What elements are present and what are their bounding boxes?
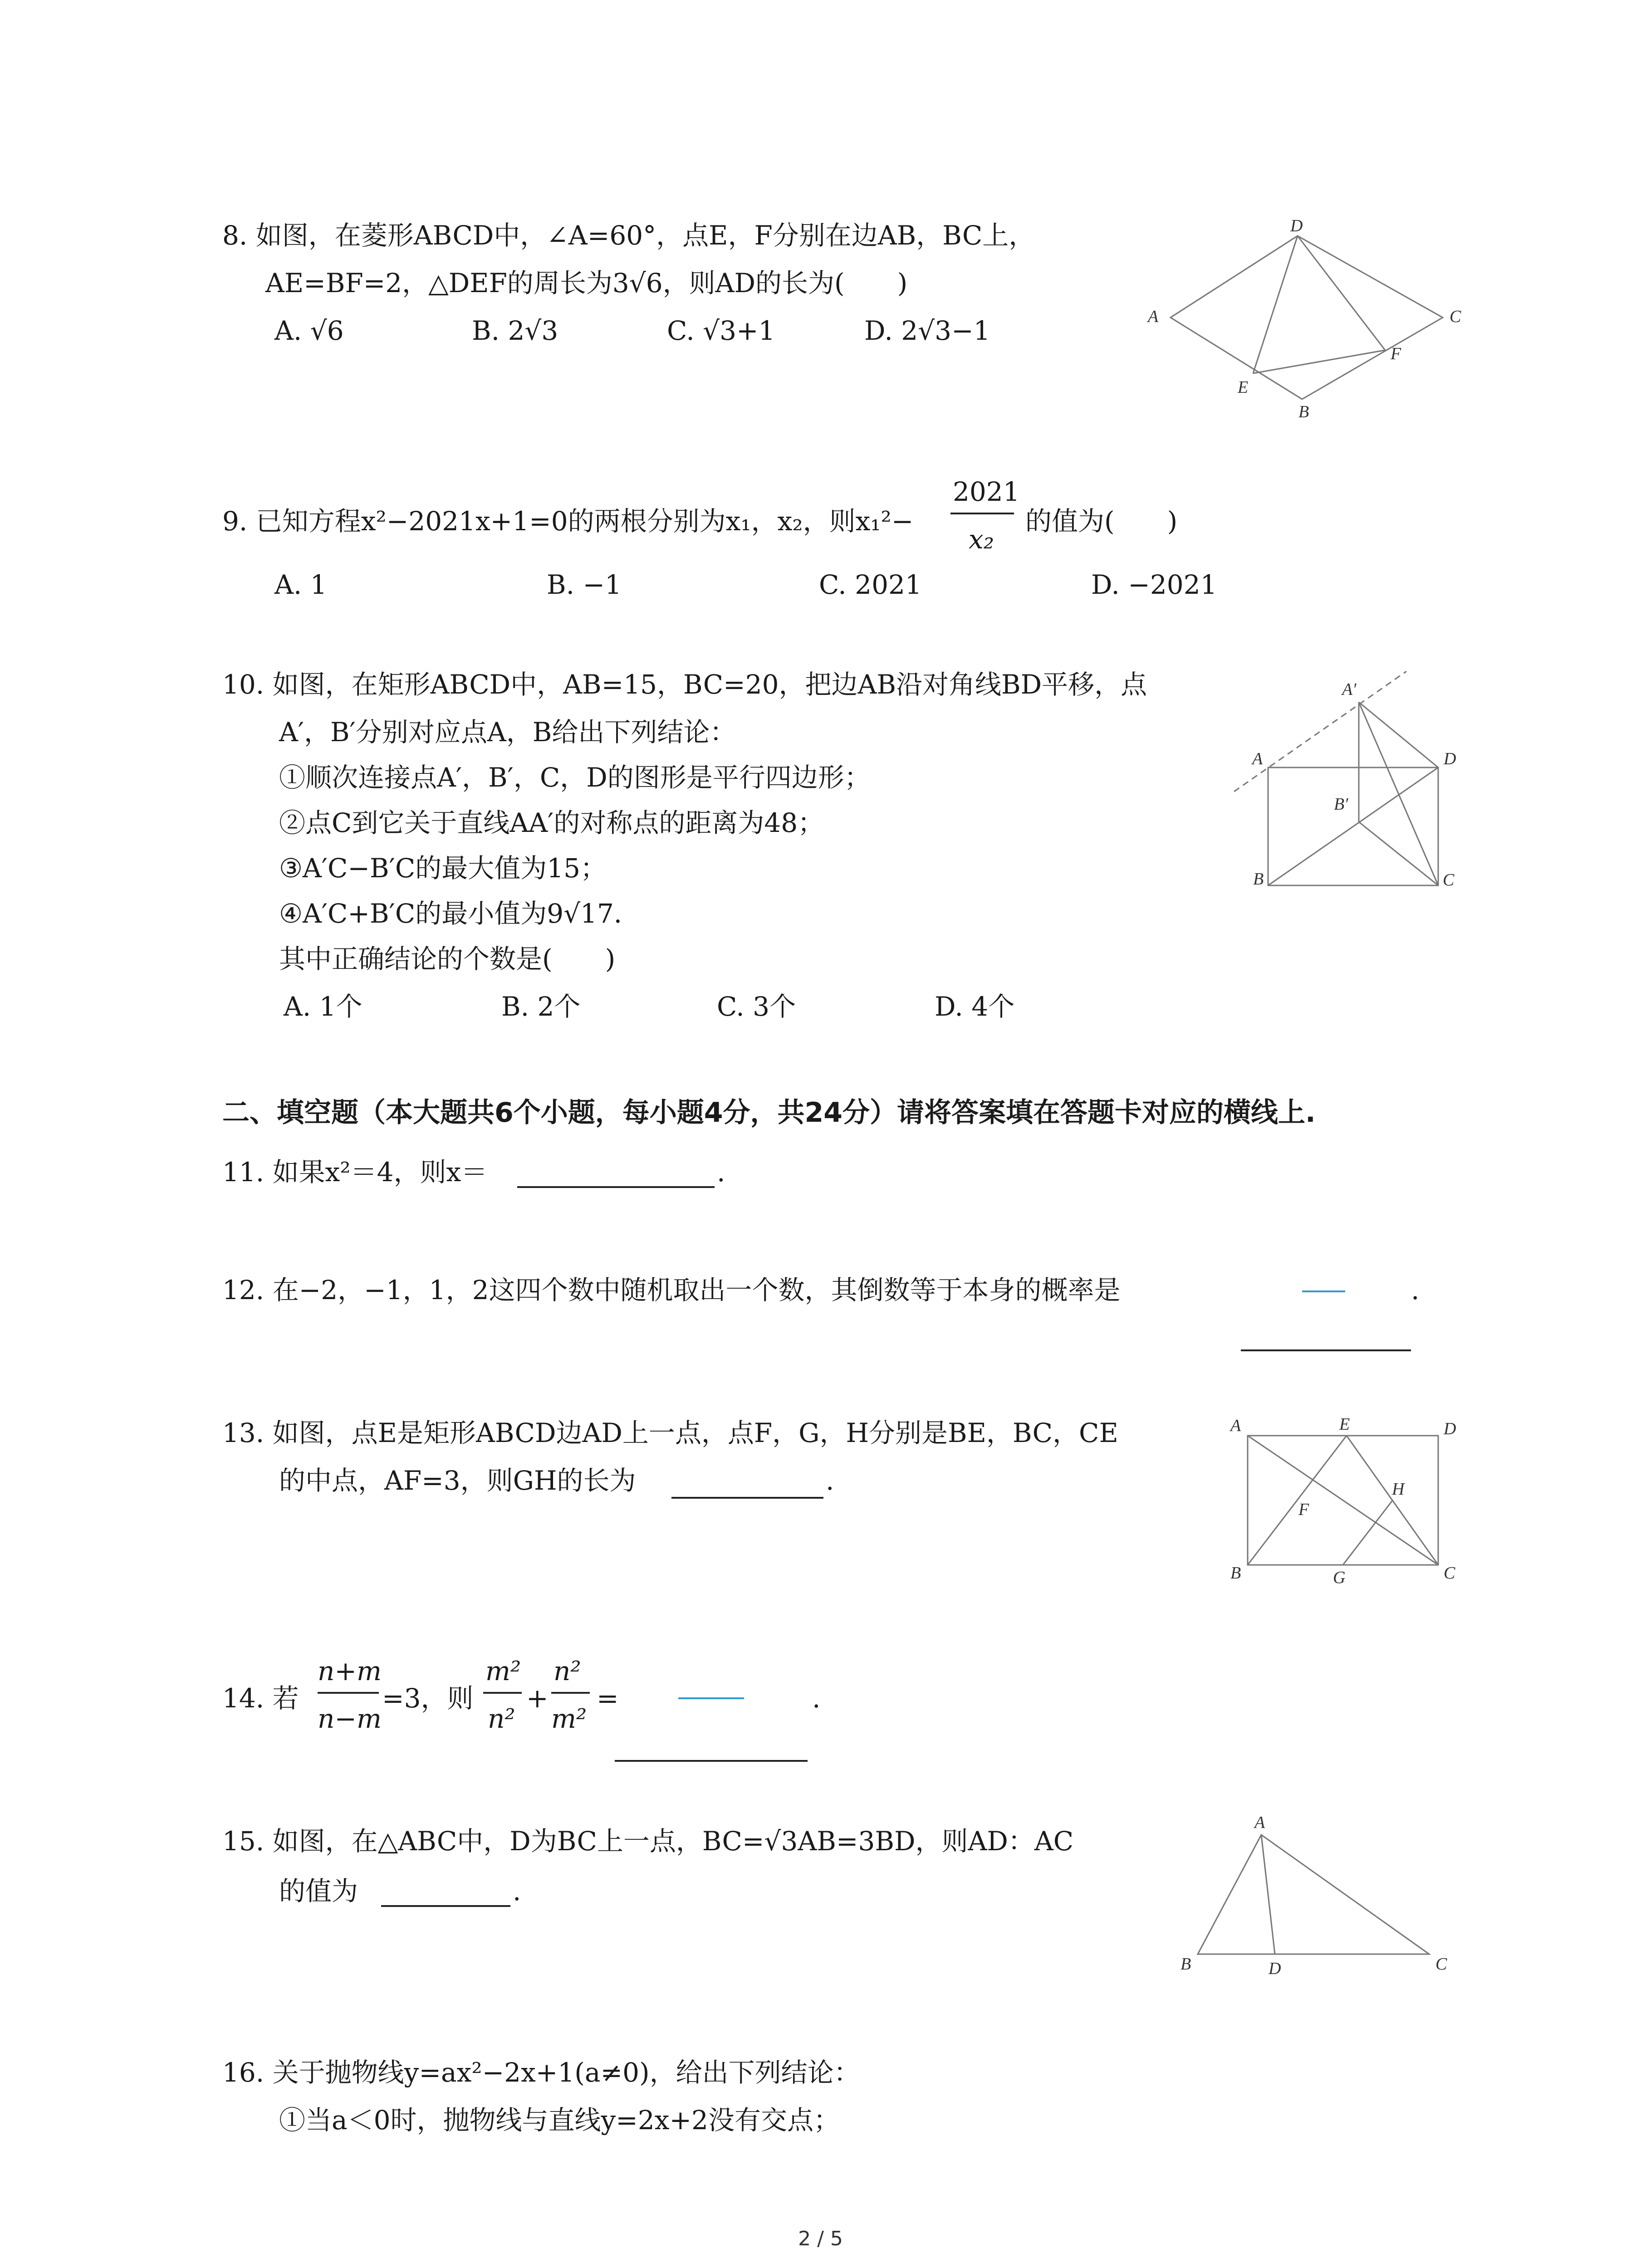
segment-ad — [1261, 1835, 1275, 1954]
label-e: E — [1339, 1415, 1350, 1434]
q14-frac1-num: n+m — [318, 1656, 382, 1686]
label-a-prime: A′ — [1342, 680, 1357, 699]
q9-option-c: C. 2021 — [819, 569, 922, 600]
q10-question: 其中正确结论的个数是( ) — [279, 943, 616, 974]
q14-frac1-den: n−m — [318, 1703, 382, 1734]
q10-item-4: ④A′C+B′C的最小值为9√17． — [279, 898, 640, 929]
q14-frac2-num: m² — [485, 1656, 521, 1686]
label-f: F — [1298, 1500, 1309, 1519]
q9-line1-post: 的值为( ) — [1025, 506, 1178, 537]
q14-frac3-bar — [551, 1692, 590, 1694]
q12-text: 12. 在−2，−1，1，2这四个数中随机取出一个数，其倒数等于本身的概率是 — [222, 1275, 1121, 1305]
label-b: B — [1230, 1564, 1241, 1583]
q15-period: . — [513, 1876, 521, 1906]
q13-period: . — [826, 1465, 834, 1496]
label-g: G — [1333, 1568, 1346, 1587]
segment-gh — [1343, 1501, 1392, 1565]
q10-option-d: D. 4个 — [935, 991, 1015, 1022]
label-e: E — [1238, 378, 1249, 397]
q14-frac3-num: n² — [554, 1656, 581, 1686]
q8-line2: AE=BF=2，△DEF的周长为3√6，则AD的长为( ) — [265, 268, 908, 298]
q14-frac2-bar — [483, 1692, 522, 1694]
label-a: A — [1230, 1416, 1241, 1435]
q13-line1: 13. 如图，点E是矩形ABCD边AD上一点，点F，G，H分别是BE，BC，CE — [222, 1418, 1118, 1448]
label-d: D — [1444, 1419, 1456, 1438]
q13-line2: 的中点，AF=3，则GH的长为 — [279, 1465, 636, 1496]
label-h: H — [1392, 1480, 1405, 1499]
segment-df — [1298, 236, 1385, 350]
page-number: 2 / 5 — [798, 2227, 843, 2250]
label-c: C — [1443, 870, 1455, 890]
q8-option-b: B. 2√3 — [472, 315, 558, 346]
label-a: A — [1252, 749, 1263, 768]
label-f: F — [1391, 344, 1401, 363]
q12-period: . — [1411, 1275, 1420, 1305]
label-b: B — [1253, 870, 1264, 889]
q8-option-a: A. √6 — [274, 315, 344, 346]
q10-item-3: ③A′C−B′C的最大值为15； — [279, 853, 607, 884]
q9-option-b: B. −1 — [547, 569, 622, 600]
q11-period: . — [717, 1157, 725, 1188]
q14-frac2-den: n² — [488, 1703, 515, 1734]
q16-line2: ①当a＜0时，抛物线与直线y=2x+2没有交点； — [279, 2105, 840, 2136]
segment-de — [1253, 236, 1298, 373]
q9-line1-pre: 9. 已知方程x²−2021x+1=0的两根分别为x₁，x₂，则x₁²− — [222, 506, 914, 537]
segment-ec — [1347, 1436, 1438, 1565]
q9-frac-num: 2021 — [953, 476, 1020, 507]
q15-answer-blank[interactable] — [381, 1905, 510, 1907]
q15-line2: 的值为 — [279, 1876, 358, 1906]
segment-be — [1248, 1436, 1347, 1565]
q14-answer-blank[interactable] — [615, 1760, 808, 1762]
q14-fraction-bar — [678, 1697, 744, 1699]
segment-a1d — [1359, 702, 1438, 767]
label-d: D — [1290, 216, 1303, 235]
label-b: B — [1298, 402, 1309, 421]
label-c: C — [1450, 307, 1461, 326]
q8-option-c: C. √3+1 — [667, 315, 775, 346]
q9-option-a: A. 1 — [274, 569, 327, 600]
q14-mid: =3，则 — [382, 1683, 474, 1714]
q14-equals: = — [597, 1683, 619, 1714]
label-c: C — [1435, 1955, 1447, 1974]
label-d: D — [1269, 1959, 1281, 1978]
q10-line2: A′，B′分别对应点A，B给出下列结论： — [279, 717, 736, 748]
line-aa1-dashed — [1234, 671, 1406, 792]
q10-rectangle-figure — [1225, 662, 1465, 894]
q11-answer-blank[interactable] — [517, 1186, 715, 1188]
q14-frac1-bar — [318, 1692, 379, 1694]
q10-line1: 10. 如图，在矩形ABCD中，AB=15，BC=20，把边AB沿对角线BD平移，点 — [222, 669, 1147, 700]
q14-frac3-den: m² — [551, 1703, 587, 1734]
q8-rhombus-figure — [1134, 213, 1479, 422]
q10-item-2: ②点C到它关于直线AA′的对称点的距离为48； — [279, 807, 824, 838]
q13-answer-blank[interactable] — [671, 1497, 823, 1499]
label-b: B — [1181, 1955, 1191, 1974]
q10-item-1: ①顺次连接点A′，B′，C，D的图形是平行四边形； — [279, 762, 871, 793]
triangle-abc — [1198, 1835, 1429, 1954]
segment-a1c — [1359, 702, 1438, 885]
q11-text: 11. 如果x²＝4，则x＝ — [222, 1157, 488, 1188]
q15-line1: 15. 如图，在△ABC中，D为BC上一点，BC=√3AB=3BD，则AD：AC — [222, 1826, 1074, 1857]
label-a: A — [1254, 1813, 1265, 1832]
q13-rectangle-figure — [1225, 1411, 1461, 1588]
rhombus-abcd — [1171, 236, 1443, 399]
q9-frac-den: x₂ — [969, 524, 994, 555]
q10-option-a: A. 1个 — [284, 991, 362, 1022]
label-d: D — [1444, 749, 1456, 768]
q10-option-c: C. 3个 — [717, 991, 796, 1022]
label-a: A — [1148, 307, 1159, 326]
q14-period: . — [812, 1683, 821, 1714]
label-c: C — [1444, 1564, 1455, 1583]
q15-triangle-figure — [1161, 1810, 1461, 1987]
q10-option-b: B. 2个 — [501, 991, 581, 1022]
q16-line1: 16. 关于抛物线y=ax²−2x+1(a≠0)，给出下列结论： — [222, 2057, 860, 2088]
segment-ac — [1248, 1436, 1438, 1565]
section-2-title: 二、填空题（本大题共6个小题，每小题4分，共24分）请将答案填在答题卡对应的横线上. — [222, 1097, 1316, 1129]
q8-line1: 8. 如图，在菱形ABCD中，∠A=60°，点E，F分别在边AB，BC上， — [222, 220, 1035, 251]
q12-fraction-bar — [1302, 1290, 1345, 1292]
segment-b1c — [1359, 822, 1438, 885]
q12-answer-blank[interactable] — [1241, 1349, 1411, 1351]
q14-plus: + — [526, 1683, 549, 1714]
q14-prefix: 14. 若 — [222, 1683, 299, 1714]
q8-option-d: D. 2√3−1 — [864, 315, 990, 346]
q9-option-d: D. −2021 — [1091, 569, 1217, 600]
label-b-prime: B′ — [1334, 795, 1348, 814]
q9-frac-bar — [950, 513, 1014, 514]
